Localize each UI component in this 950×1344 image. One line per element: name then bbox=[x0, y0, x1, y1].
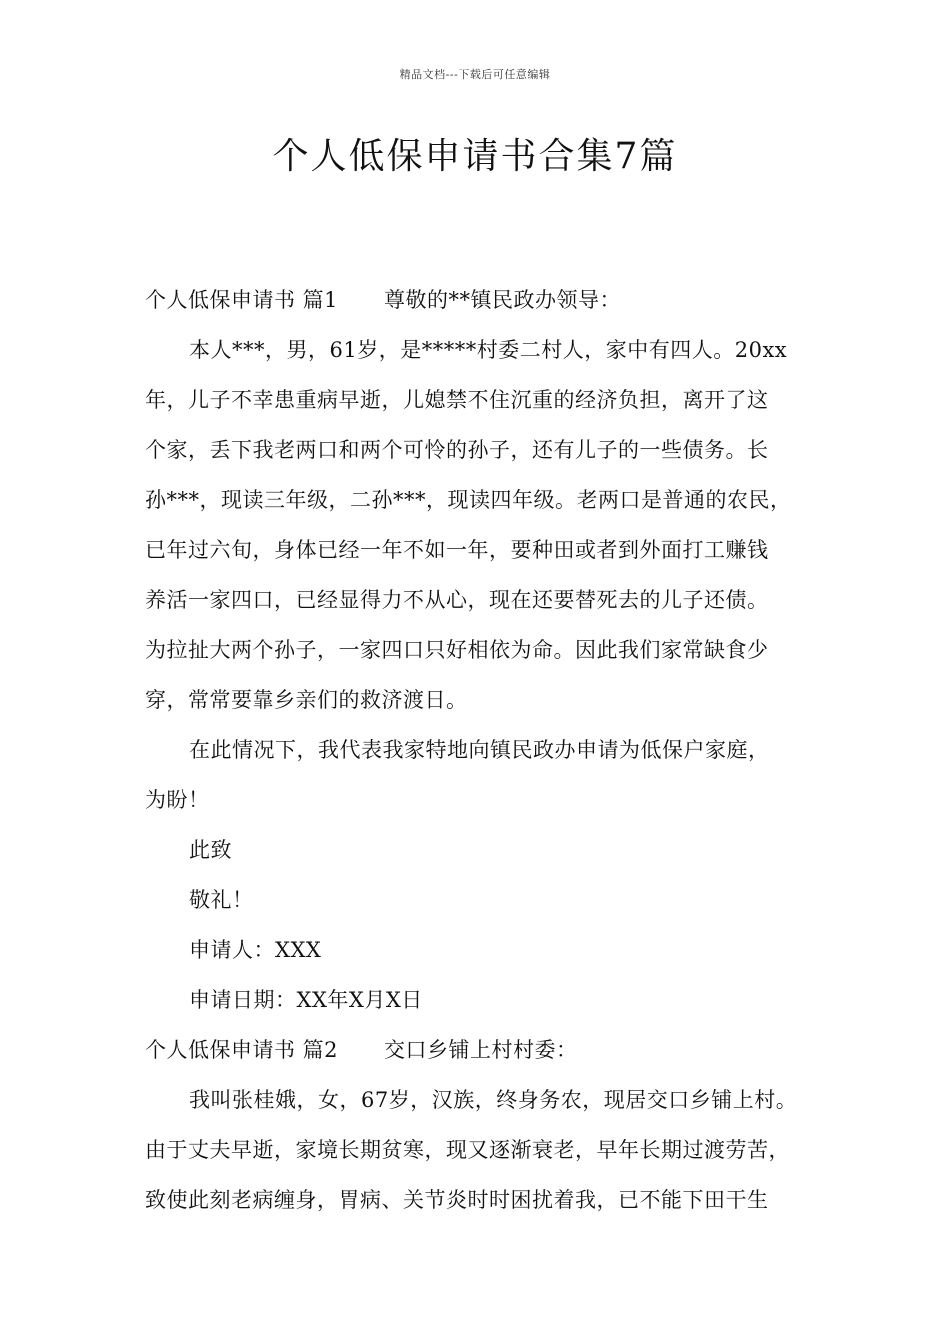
salutation: 尊敬的**镇民政办领导： bbox=[384, 288, 622, 312]
salutation: 交口乡铺上村村委： bbox=[384, 1038, 578, 1062]
applicant-line: 申请人：XXX bbox=[189, 938, 322, 962]
paragraph-line: 穿，常常要靠乡亲们的救济渡日。 bbox=[145, 688, 468, 712]
paragraph-line: 本人***，男，61岁，是*****村委二村人，家中有四人。20xx bbox=[189, 338, 788, 362]
paragraph-line: 我叫张桂娥，女，67岁，汉族，终身务农，现居交口乡铺上村。 bbox=[189, 1088, 798, 1112]
paragraph-line: 为盼！ bbox=[145, 788, 210, 812]
paragraph-line: 个家，丢下我老两口和两个可怜的孙子，还有儿子的一些债务。长 bbox=[145, 438, 769, 462]
closing-line: 此致 bbox=[189, 838, 232, 862]
paragraph-line: 孙***，现读三年级，二孙***，现读四年级。老两口是普通的农民， bbox=[145, 488, 792, 512]
paragraph-line: 在此情况下，我代表我家特地向镇民政办申请为低保户家庭， bbox=[189, 738, 770, 762]
page-header: 精品文档---下载后可任意编辑 bbox=[399, 68, 551, 81]
paragraph-line: 由于丈夫早逝，家境长期贫寒，现又逐渐衰老，早年长期过渡劳苦， bbox=[145, 1138, 790, 1162]
paragraph-line: 已年过六旬，身体已经一年不如一年，要种田或者到外面打工赚钱 bbox=[145, 538, 769, 562]
paragraph-line: 为拉扯大两个孙子，一家四口只好相依为命。因此我们家常缺食少 bbox=[145, 638, 769, 662]
document-body bbox=[145, 280, 833, 1230]
paragraph-line: 养活一家四口，已经显得力不从心，现在还要替死去的儿子还债。 bbox=[145, 588, 769, 612]
document-title: 个人低保申请书合集7篇 bbox=[272, 136, 678, 177]
date-line: 申请日期：XX年X月X日 bbox=[189, 988, 423, 1012]
section-heading-1 bbox=[145, 280, 833, 330]
section-heading-2 bbox=[145, 1030, 833, 1080]
paragraph-line: 致使此刻老病缠身，胃病、关节炎时时困扰着我，已不能下田干生 bbox=[145, 1188, 769, 1212]
section-title: 个人低保申请书 篇1 bbox=[145, 288, 339, 312]
paragraph-line: 年，儿子不幸患重病早逝，儿媳禁不住沉重的经济负担，离开了这 bbox=[145, 388, 769, 412]
section-title: 个人低保申请书 篇2 bbox=[145, 1038, 339, 1062]
closing-line: 敬礼！ bbox=[189, 888, 254, 912]
